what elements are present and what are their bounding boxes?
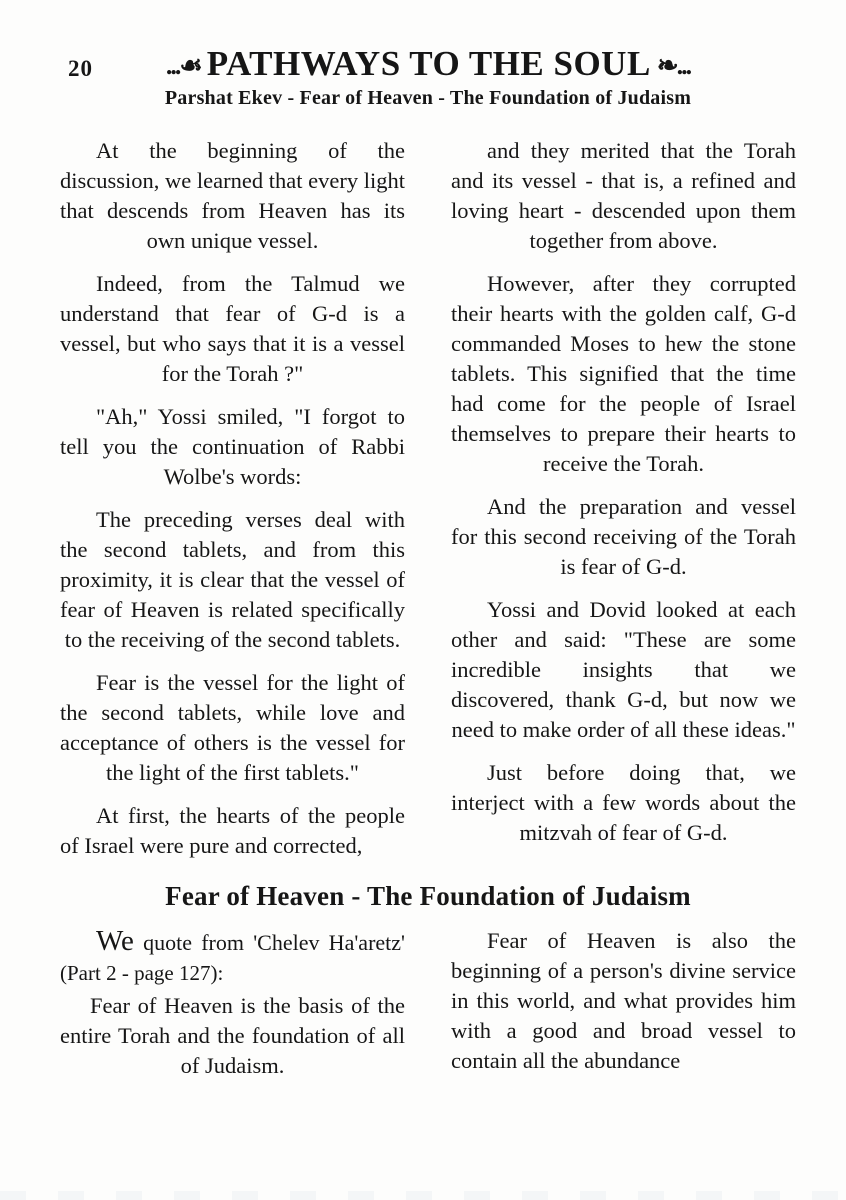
- book-title: PATHWAYS TO THE SOUL: [206, 44, 651, 83]
- title-row: [60, 44, 796, 84]
- paragraph: And the preparation and vessel for this second receiving of the Torah is fear of G-d.: [451, 494, 796, 579]
- chapter-subtitle: Parshat Ekev - Fear of Heaven - The Foundation of Judaism: [164, 87, 692, 109]
- paragraph: Fear of Heaven is also the beginning of a person's divine service in this world, and what provides him with a good and broad vessel to contain all the abundance: [451, 928, 796, 1073]
- page-header: [60, 44, 796, 110]
- paragraph: At the beginning of the discussion, we learned that every light that descends from Heaven has its own unique vessel.: [60, 138, 405, 253]
- section-right-column: [451, 926, 796, 1081]
- page-bottom-scan-texture: [0, 1191, 846, 1200]
- paragraph: Indeed, from the Talmud we understand that fear of G-d is a vessel, but who says that it is a vessel for the Torah ?": [60, 271, 405, 386]
- right-column: [451, 136, 796, 861]
- paragraph: At first, the hearts of the people of Israel were pure and corrected,: [60, 803, 405, 858]
- lead-word: We: [96, 925, 134, 957]
- section-heading: Fear of Heaven - The Foundation of Judaism: [165, 881, 691, 911]
- quote-intro-rest: quote from 'Chelev Ha'aretz': [133, 930, 405, 955]
- paragraph: Just before doing that, we interject with a few words about the mitzvah of fear of G-d.: [451, 760, 796, 845]
- paragraph: However, after they corrupted their hearts with the golden calf, G-d commanded Moses to hew the stone tablets. This signified that the time had come for the people of Israel themselves to prepare their hearts to receive the Torah.: [451, 271, 796, 476]
- paragraph: The preceding verses deal with the second tablets, and from this proximity, it is clear that the vessel of fear of Heaven is related specifically to the receiving of the second tablets.: [60, 507, 405, 652]
- quote-intro-line: [60, 926, 405, 958]
- paragraph: Yossi and Dovid looked at each other and said: "These are some incredible insights that we discovered, thank G-d, but now we need to make order of all these ideas.": [451, 597, 796, 742]
- flourish-left-icon: ...☙: [165, 51, 201, 80]
- flourish-right-icon: ❧...: [656, 51, 691, 80]
- quote-source-reference: (Part 2 - page 127):: [60, 961, 224, 985]
- section-left-column: [60, 926, 405, 1081]
- paragraph: "Ah," Yossi smiled, "I forgot to tell you the continuation of Rabbi Wolbe's words:: [60, 404, 405, 489]
- main-text-columns: [60, 136, 796, 861]
- left-column: [60, 136, 405, 861]
- paragraph: and they merited that the Torah and its vessel - that is, a refined and loving heart - descended upon them together from above.: [451, 138, 796, 253]
- page-number: 20: [68, 56, 93, 81]
- section-columns: [60, 926, 796, 1081]
- paragraph: Fear of Heaven is the basis of the entire Torah and the foundation of all of Judaism.: [60, 993, 405, 1078]
- paragraph: Fear is the vessel for the light of the second tablets, while love and acceptance of others is the vessel for the light of the first tablets.": [60, 670, 405, 785]
